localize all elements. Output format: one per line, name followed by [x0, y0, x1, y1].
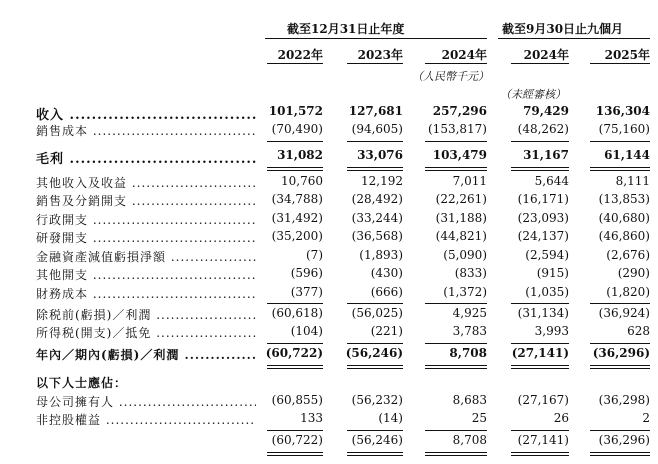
row-label: 年內／期內(虧損)／利潤 .....: [36, 346, 256, 363]
row-label: 行政開支 .....: [36, 211, 256, 228]
sum-rule: [267, 170, 323, 171]
sum-rule: [511, 430, 569, 431]
sum-rule: [347, 303, 403, 304]
sum-rule: [267, 141, 323, 142]
sum-rule: [267, 455, 323, 456]
sum-rule: [590, 365, 650, 366]
year-rule-3: [425, 63, 487, 64]
cell-col-5: (13,853): [598, 192, 650, 206]
row-label: 以下人士應佔：: [36, 376, 128, 390]
cell-col-5: (290): [617, 266, 650, 280]
cell-col-4: (1,035): [525, 285, 569, 299]
cell-col-5: (36,296): [598, 433, 650, 447]
cell-col-1: (7): [306, 248, 323, 262]
cell-col-3: (1,372): [443, 285, 487, 299]
sum-rule: [425, 368, 487, 369]
cell-col-2: 12,192: [361, 174, 403, 188]
sum-rule: [425, 170, 487, 171]
cell-col-5: (36,924): [598, 306, 650, 320]
sum-rule: [511, 170, 569, 171]
cell-col-4: (27,167): [517, 393, 569, 407]
cell-col-1: (34,788): [271, 192, 323, 206]
cell-col-2: 127,681: [348, 104, 403, 118]
row-label: 銷售成本 .....: [36, 122, 256, 139]
sum-rule: [267, 452, 323, 453]
sum-rule: [425, 303, 487, 304]
sum-rule: [590, 303, 650, 304]
cell-col-4: (23,093): [517, 211, 569, 225]
row-admin-expenses: [0, 211, 658, 230]
row-total-attributable: [0, 433, 658, 452]
cell-col-3: (31,188): [435, 211, 487, 225]
cell-col-2: (56,246): [351, 433, 403, 447]
cell-col-5: 61,144: [604, 148, 650, 162]
row-impairment-losses: [0, 248, 658, 267]
cell-col-1: (60,618): [271, 306, 323, 320]
sum-rule: [347, 141, 403, 142]
cell-col-2: 33,076: [357, 148, 403, 162]
cell-col-1: 133: [300, 411, 323, 425]
sum-rule: [347, 368, 403, 369]
sum-rule: [511, 452, 569, 453]
sum-rule: [347, 170, 403, 171]
cell-col-1: (31,492): [271, 211, 323, 225]
year-col-1: 2022年: [277, 48, 323, 62]
row-label: 所得税(開支)／抵免 .....: [36, 324, 256, 341]
row-label: 其他收入及收益 .....: [36, 174, 256, 191]
cell-col-2: (666): [370, 285, 403, 299]
sum-rule: [590, 455, 650, 456]
cell-col-1: 10,760: [281, 174, 323, 188]
header-group-year-ended: 截至12月31日止年度: [287, 22, 405, 36]
cell-col-1: (35,200): [271, 229, 323, 243]
cell-col-2: (36,568): [351, 229, 403, 243]
cell-col-4: 5,644: [534, 174, 569, 188]
cell-col-3: 103,479: [432, 148, 487, 162]
cell-col-1: (60,855): [271, 393, 323, 407]
row-label: 除税前(虧損)／利潤 .....: [36, 306, 256, 323]
sum-rule: [590, 452, 650, 453]
sum-rule: [425, 141, 487, 142]
sum-rule: [511, 167, 569, 168]
sum-rule: [347, 452, 403, 453]
cell-col-3: 8,708: [449, 346, 487, 360]
row-gross-profit: [0, 148, 658, 167]
cell-col-2: (28,492): [351, 192, 403, 206]
cell-col-3: (22,261): [435, 192, 487, 206]
sum-rule: [267, 368, 323, 369]
cell-col-4: (915): [536, 266, 569, 280]
cell-col-5: (2,676): [606, 248, 650, 262]
cell-col-3: (153,817): [428, 122, 487, 136]
cell-col-3: 3,783: [452, 324, 487, 338]
row-label: 母公司擁有人 .....: [36, 393, 256, 410]
row-label: 金融資產減值虧損淨額 .....: [36, 248, 256, 265]
cell-col-3: 25: [471, 411, 487, 425]
sum-rule: [590, 368, 650, 369]
sum-rule: [267, 167, 323, 168]
cell-col-2: (33,244): [351, 211, 403, 225]
cell-col-5: 136,304: [595, 104, 650, 118]
sum-rule: [267, 365, 323, 366]
sum-rule: [511, 455, 569, 456]
sum-rule: [347, 455, 403, 456]
sum-rule: [347, 343, 403, 344]
row-label: 研發開支 .....: [36, 229, 256, 246]
sum-rule: [511, 343, 569, 344]
row-owners-of-parent: [0, 393, 658, 412]
cell-col-2: (1,893): [359, 248, 403, 262]
sum-rule: [590, 343, 650, 344]
header-rule-group2: [498, 38, 650, 39]
sum-rule: [425, 167, 487, 168]
cell-col-4: (2,594): [525, 248, 569, 262]
sum-rule: [590, 167, 650, 168]
cell-col-5: 8,111: [615, 174, 650, 188]
sum-rule: [347, 167, 403, 168]
sum-rule: [267, 343, 323, 344]
sum-rule: [347, 365, 403, 366]
cell-col-2: (14): [378, 411, 403, 425]
sum-rule: [511, 141, 569, 142]
sum-rule: [590, 430, 650, 431]
cell-col-3: 257,296: [432, 104, 487, 118]
row-label: 銷售及分銷開支 .....: [36, 192, 256, 209]
cell-col-3: (44,821): [435, 229, 487, 243]
cell-col-1: 101,572: [268, 104, 323, 118]
cell-col-4: (24,137): [517, 229, 569, 243]
sum-rule: [425, 343, 487, 344]
row-other-expenses: [0, 266, 658, 285]
year-rule-1: [267, 63, 323, 64]
year-col-2: 2023年: [357, 48, 403, 62]
cell-col-1: 31,082: [277, 148, 323, 162]
sum-rule: [511, 303, 569, 304]
row-label: 收入 .....: [36, 104, 256, 123]
cell-col-5: (46,860): [598, 229, 650, 243]
year-rule-5: [590, 63, 650, 64]
cell-col-2: (56,246): [345, 346, 403, 360]
row-finance-costs: [0, 285, 658, 304]
sum-rule: [590, 141, 650, 142]
cell-col-5: (75,160): [598, 122, 650, 136]
cell-col-3: 8,683: [452, 393, 487, 407]
row-label: 毛利 .....: [36, 148, 256, 167]
row-loss-before-tax: [0, 306, 658, 325]
cell-col-2: (56,025): [351, 306, 403, 320]
sum-rule: [511, 365, 569, 366]
cell-col-4: (27,141): [517, 433, 569, 447]
cell-col-5: (1,820): [606, 285, 650, 299]
year-col-5: 2025年: [604, 48, 650, 62]
cell-col-2: (430): [370, 266, 403, 280]
sum-rule: [267, 303, 323, 304]
cell-col-3: 8,708: [452, 433, 487, 447]
sum-rule: [590, 170, 650, 171]
sum-rule: [425, 365, 487, 366]
cell-col-3: 4,925: [452, 306, 487, 320]
cell-col-1: (60,722): [271, 433, 323, 447]
header-rule-group1: [265, 38, 487, 39]
cell-col-1: (377): [290, 285, 323, 299]
cell-col-3: (833): [454, 266, 487, 280]
unaudited-note: （未經審核）: [500, 88, 566, 101]
cell-col-4: 31,167: [523, 148, 569, 162]
sum-rule: [425, 455, 487, 456]
year-rule-2: [347, 63, 403, 64]
year-col-3: 2024年: [441, 48, 487, 62]
row-label: 非控股權益 .....: [36, 411, 256, 428]
row-non-controlling: [0, 411, 658, 430]
row-rd-expenses: [0, 229, 658, 248]
cell-col-1: (70,490): [271, 122, 323, 136]
row-attributable-to: [0, 374, 658, 393]
sum-rule: [347, 430, 403, 431]
sum-rule: [425, 452, 487, 453]
cell-col-2: (221): [370, 324, 403, 338]
year-rule-4: [511, 63, 569, 64]
sum-rule: [425, 430, 487, 431]
row-label: 財務成本 .....: [36, 285, 256, 302]
cell-col-5: (36,296): [592, 346, 650, 360]
cell-col-4: 79,429: [523, 104, 569, 118]
row-label: 其他開支 .....: [36, 266, 256, 283]
row-other-income: [0, 174, 658, 193]
cell-col-5: 2: [642, 411, 650, 425]
unit-note: （人民幣千元）: [412, 70, 489, 83]
cell-col-1: (104): [290, 324, 323, 338]
cell-col-4: (31,134): [517, 306, 569, 320]
cell-col-5: (40,680): [598, 211, 650, 225]
header-group-nine-months: 截至9月30日止九個月: [502, 22, 624, 36]
cell-col-2: (56,232): [351, 393, 403, 407]
cell-col-4: (27,141): [511, 346, 569, 360]
cell-col-2: (94,605): [351, 122, 403, 136]
sum-rule: [267, 430, 323, 431]
cell-col-3: (5,090): [443, 248, 487, 262]
cell-col-1: (60,722): [265, 346, 323, 360]
cell-col-4: (48,262): [517, 122, 569, 136]
cell-col-4: 3,993: [534, 324, 569, 338]
cell-col-3: 7,011: [452, 174, 487, 188]
cell-col-5: 628: [627, 324, 650, 338]
row-selling-expenses: [0, 192, 658, 211]
cell-col-4: 26: [553, 411, 569, 425]
row-cost-of-sales: [0, 122, 658, 141]
cell-col-5: (36,298): [598, 393, 650, 407]
year-col-4: 2024年: [523, 48, 569, 62]
row-income-tax: [0, 324, 658, 343]
row-period-result: [0, 346, 658, 365]
cell-col-4: (16,171): [517, 192, 569, 206]
sum-rule: [511, 368, 569, 369]
row-revenue: [0, 104, 658, 123]
cell-col-1: (596): [290, 266, 323, 280]
